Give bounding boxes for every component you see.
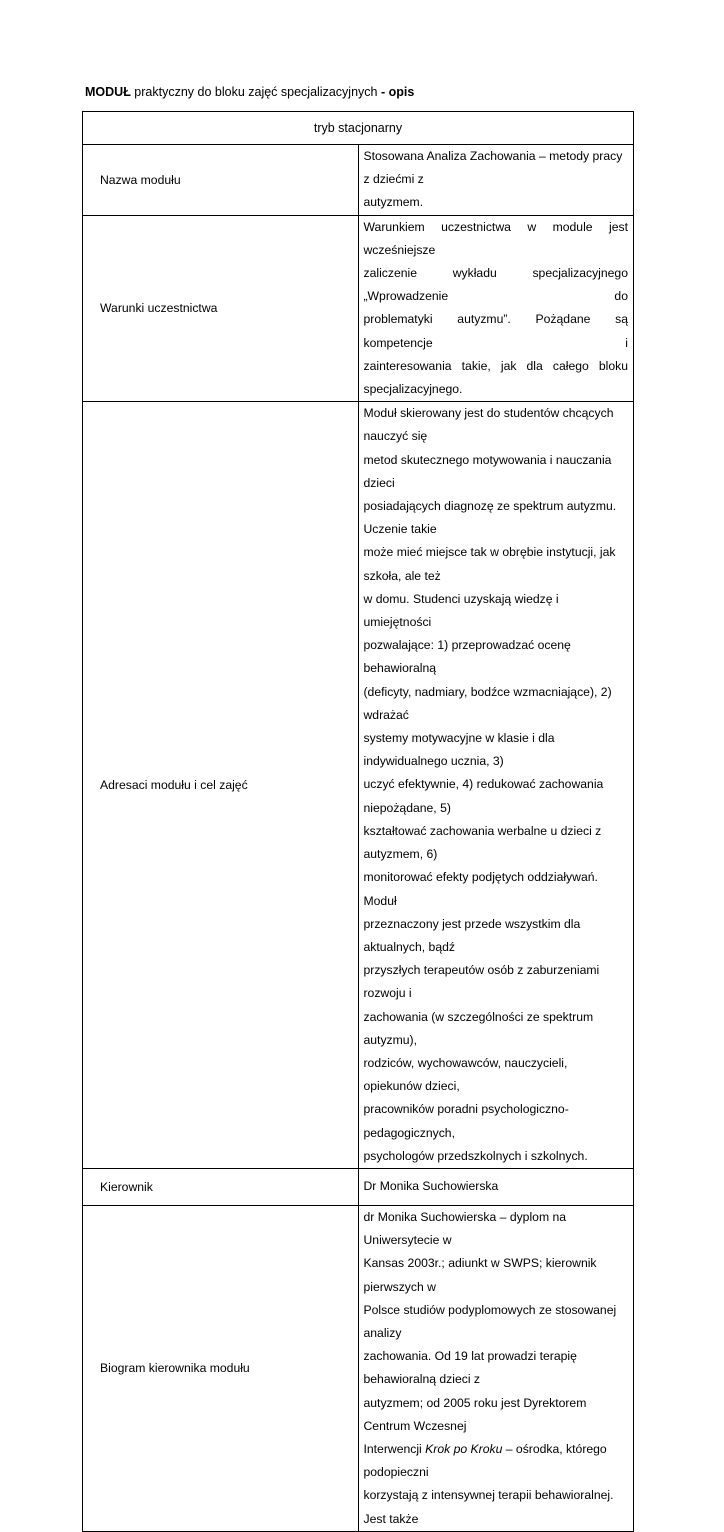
text-line: Dr Monika Suchowierska	[363, 1179, 499, 1194]
mode-row	[83, 112, 634, 145]
row-content-participation-conditions	[358, 215, 634, 402]
text-line: uczyć efektywnie, 4) redukować zachowania niepożądane, 5)	[363, 777, 604, 815]
row-content-head	[358, 1168, 634, 1205]
text-line: metod skutecznego motywowania i nauczania dzieci	[363, 452, 612, 490]
text-line: przyszłych terapeutów osób z zaburzeniami rozwoju i	[363, 963, 600, 1001]
text-line: korzystają z intensywnej terapii behawioralnej. Jest także	[363, 1488, 614, 1526]
text-line: zachowania (w szczególności ze spektrum autyzmu),	[363, 1009, 594, 1047]
text-line: Moduł skierowany jest do studentów chcących nauczyć się	[363, 406, 614, 444]
table-row	[83, 1205, 634, 1531]
text-line-with-italic	[364, 1438, 629, 1484]
row-label-head: Kierownik	[83, 1168, 359, 1205]
text-line: w domu. Studenci uzyskają wiedzę i umiejętności	[363, 591, 559, 630]
row-content-module-name	[358, 145, 634, 216]
text-line: dr Monika Suchowierska – dyplom na Uniwersytecie w	[363, 1209, 567, 1248]
row-label-module-name: Nazwa modułu	[83, 145, 359, 216]
text-line: przeznaczony jest przede wszystkim dla aktualnych, bądź	[363, 916, 581, 954]
text-line: posiadających diagnozę ze spektrum autyzmu. Uczenie takie	[363, 499, 617, 537]
row-label-participation-conditions: Warunki uczestnictwa	[83, 215, 359, 402]
table-row	[83, 145, 634, 216]
text-line: może mieć miejsce tak w obrębie instytucji, jak szkoła, ale też	[363, 545, 616, 583]
text-line: kształtować zachowania werbalne u dzieci z autyzmem, 6)	[363, 823, 602, 862]
text-line: monitorować efekty podjętych oddziaływań. Moduł	[363, 870, 598, 908]
heading-bold-end: - opis	[380, 85, 415, 99]
text-line: autyzmem.	[363, 195, 424, 210]
study-mode-cell: tryb stacjonarny	[83, 112, 634, 145]
row-content-audience-goal	[358, 402, 634, 1169]
text-line: Polsce studiów podyplomowych ze stosowanej analizy	[363, 1302, 617, 1340]
row-content-head-biography	[358, 1205, 634, 1531]
text-line: zainteresowania takie, jak dla całego bloku specjalizacyjnego.	[363, 358, 628, 397]
text-line: Stosowana Analiza Zachowania – metody pracy z dziećmi z	[363, 149, 623, 187]
text-line: (deficyty, nadmiary, bodźce wzmacniające), 2) wdrażać	[363, 684, 612, 722]
text-line: systemy motywacyjne w klasie i dla indywidualnego ucznia, 3)	[363, 731, 555, 769]
heading-bold-start: MODUŁ	[85, 85, 131, 99]
text-line: Kansas 2003r.; adiunkt w SWPS; kierownik pierwszych w	[363, 1256, 597, 1294]
row-label-audience-goal: Adresaci modułu i cel zajęć	[83, 402, 359, 1169]
text-line: rodziców, wychowawców, nauczycieli, opiekunów dzieci,	[363, 1055, 568, 1094]
heading-middle: praktyczny do bloku zajęć specjalizacyjnych	[130, 85, 381, 99]
text-line: pracowników poradni psychologiczno-pedagogicznych,	[363, 1102, 569, 1140]
module-description-table	[82, 111, 634, 1532]
text-line: problematyki autyzmu”. Pożądane są kompetencje i	[363, 312, 628, 350]
text-line: zaliczenie wykładu specjalizacyjnego „Wprowadzenie do	[363, 266, 628, 304]
text-line: zachowania. Od 19 lat prowadzi terapię behawioralną dzieci z	[363, 1349, 577, 1387]
text-line: Warunkiem uczestnictwa w module jest wcześniejsze	[363, 219, 628, 257]
italic-line-prefix: Interwencji	[363, 1441, 426, 1456]
document-heading	[85, 85, 414, 99]
table-row	[83, 1168, 634, 1205]
row-label-head-biography: Biogram kierownika modułu	[83, 1205, 359, 1531]
center-name-italic: Krok po Kroku	[425, 1441, 503, 1456]
italic-line-suffix: – ośrodka, którego podopieczni	[363, 1441, 607, 1480]
text-line: autyzmem; od 2005 roku jest Dyrektorem Centrum Wczesnej	[363, 1395, 587, 1433]
table-row	[83, 402, 634, 1169]
text-line: pozwalające: 1) przeprowadzać ocenę behawioralną	[363, 638, 571, 676]
text-line: psychologów przedszkolnych i szkolnych.	[363, 1148, 588, 1163]
table-row	[83, 215, 634, 402]
